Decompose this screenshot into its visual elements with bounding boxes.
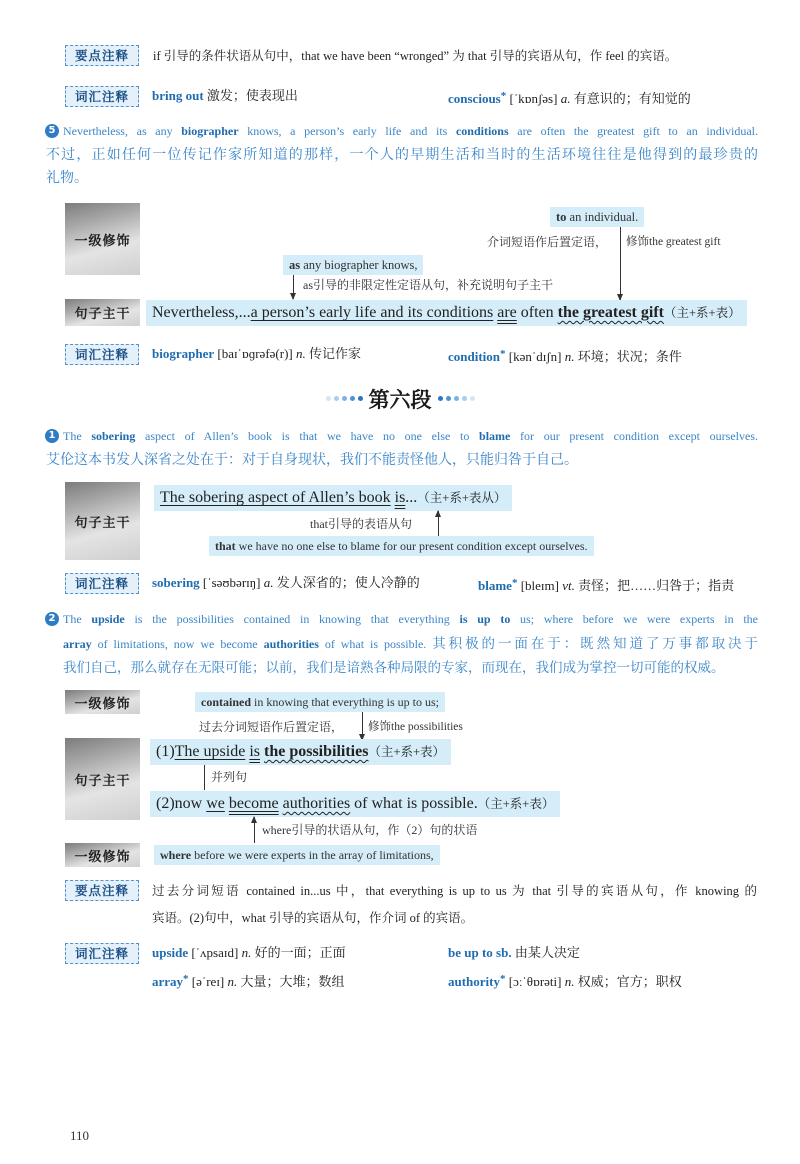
vocab-star: * — [500, 973, 506, 985]
sentence-number-badge: 2 — [45, 612, 59, 626]
vocab-phonetic: [ˈsəʊbərɪŋ] — [202, 575, 261, 590]
sentence-core-label: 句子主干 — [65, 299, 140, 326]
vocab-word: upside — [152, 945, 189, 960]
vocab-word: blame — [478, 578, 512, 593]
structure-tag: （主+系+表） — [477, 797, 555, 811]
vocab-word: biographer — [152, 346, 215, 361]
modifier-rest: an individual. — [566, 210, 639, 224]
key-note-line: 宾语。(2)句中，what 引导的宾语从句，作介词 of 的宾语。 — [152, 911, 474, 925]
keyword: upside — [91, 612, 125, 626]
text-segment: for our present condition except ourselves. — [510, 429, 758, 443]
modifier-phrase — [154, 845, 440, 865]
core-subject: we — [206, 795, 225, 812]
core-subject: The upside — [174, 743, 246, 760]
modifier-level-label: 一级修饰 — [65, 843, 140, 867]
modifier-phrase — [550, 207, 644, 227]
key-note-line: 过去分词短语 contained in...us 中，that everything is up to us 为 that 引导的宾语从句，作 knowing 的 — [152, 884, 757, 898]
heading-dot — [454, 396, 459, 401]
modifier-rest: in knowing that everything is up to us; — [251, 695, 440, 709]
vocab-pos: a. — [560, 91, 571, 106]
core-subject: a person’s early life and its conditions — [250, 304, 494, 321]
vocab-pos: n. — [564, 349, 575, 364]
grammar-note: 并列句 — [211, 770, 248, 784]
core-verb: become — [228, 795, 279, 812]
section-title: 第六段 — [368, 387, 432, 412]
text-segment: knows, a person’s early life and its — [238, 124, 456, 138]
sentence-translation-line: 不过，正如任何一位传记作家所知道的那样，一个人的早期生活和当时的生活环境往往是他得到的最珍贵的 — [46, 148, 758, 163]
modifier-phrase — [195, 692, 445, 712]
text-segment: Nevertheless, as any — [63, 124, 182, 138]
core-verb: is — [394, 489, 406, 506]
sentence-core — [146, 300, 747, 326]
sentence-line — [63, 634, 758, 654]
text-segment: The — [63, 429, 92, 443]
vocab-phonetic: [ˈkɒnʃəs] — [509, 91, 558, 106]
keyword: conditions — [455, 124, 509, 138]
clause-rest: we have no one else to blame for our present condition except ourselves. — [235, 539, 588, 553]
vocab-meaning: 激发；使表现出 — [206, 88, 298, 103]
heading-dot — [446, 396, 451, 401]
sentence-translation-line: 礼物。 — [46, 171, 88, 186]
vocab-pos: n. — [241, 945, 252, 960]
sentence-line — [63, 609, 758, 629]
structure-tag: （主+系+表） — [663, 306, 741, 320]
sentence-core-label: 句子主干 — [65, 738, 140, 820]
vocab-word: sobering — [152, 575, 200, 590]
grammar-note: 修饰the possibilities — [368, 721, 463, 733]
sentence-core — [154, 485, 512, 511]
vocab-word: array — [152, 974, 184, 989]
text-segment: The — [63, 612, 92, 626]
vocab-item — [448, 87, 691, 108]
sentence-english — [63, 426, 758, 446]
vocab-star: * — [511, 577, 518, 589]
modifier-keyword: to — [556, 210, 567, 224]
vocab-word: authority — [448, 974, 500, 989]
modifier-keyword: contained — [201, 695, 252, 709]
vocab-word: bring out — [152, 88, 204, 103]
connector-line — [204, 765, 205, 790]
modifier-keyword: as — [289, 258, 301, 272]
vocab-label: 词汇注释 — [65, 573, 139, 594]
vocab-word: condition — [448, 349, 501, 364]
vocab-item — [152, 970, 345, 991]
modifier-level-label: 一级修饰 — [65, 203, 140, 275]
heading-dot — [438, 396, 443, 401]
vocab-meaning: 发人深省的；使人冷静的 — [276, 575, 420, 590]
vocab-pos: vt. — [562, 578, 575, 593]
vocab-pos: n. — [564, 974, 575, 989]
structure-tag: （主+系+表从） — [417, 491, 507, 505]
clause-phrase — [209, 536, 594, 556]
core-segment: often — [520, 304, 554, 321]
sentence-core-clause-1 — [150, 739, 451, 765]
core-predicative: the greatest gift — [557, 304, 664, 321]
vocab-phonetic: [ˈʌpsaɪd] — [191, 945, 239, 960]
page-number: 110 — [70, 1128, 90, 1143]
core-segment: ... — [405, 489, 418, 506]
keyword: biographer — [181, 124, 239, 138]
vocab-label: 词汇注释 — [65, 943, 139, 964]
vocab-phonetic: [kənˈdɪʃn] — [508, 349, 562, 364]
text-segment: is the possibilities contained in knowing that everything — [124, 612, 460, 626]
vocab-phonetic: [ɔːˈθɒrəti] — [508, 974, 562, 989]
modifier-rest: any biographer knows, — [300, 258, 418, 272]
clause-keyword: that — [215, 539, 236, 553]
core-segment: of what is possible. — [350, 795, 478, 812]
core-verb: is — [249, 743, 260, 760]
vocab-star: * — [500, 90, 507, 102]
core-predicative: authorities — [282, 795, 351, 812]
vocab-item — [448, 944, 580, 962]
grammar-note: 介词短语作后置定语， — [487, 235, 608, 249]
vocab-meaning: 环境；状况；条件 — [577, 349, 682, 364]
grammar-note: 修饰the greatest gift — [626, 236, 721, 248]
keyword: is up to — [459, 612, 511, 626]
keyword: blame — [479, 429, 511, 443]
vocab-item — [152, 574, 420, 592]
vocab-pos: a. — [263, 575, 274, 590]
modifier-keyword: where — [160, 848, 192, 862]
core-subject: The sobering aspect of Allen’s book — [160, 489, 391, 506]
arrow-down-icon — [620, 227, 621, 300]
vocab-phonetic: [baɪˈɒɡrəfə(r)] — [217, 346, 293, 361]
sentence-core-label: 句子主干 — [65, 482, 140, 560]
vocab-meaning: 有意识的；有知觉的 — [573, 91, 691, 106]
vocab-meaning: 责怪；把……归咎于；指责 — [578, 578, 735, 593]
vocab-item — [448, 345, 682, 366]
sentence-number-badge: 1 — [45, 429, 59, 443]
vocab-pos: n. — [295, 346, 306, 361]
vocab-star: * — [500, 348, 506, 360]
keyword: sobering — [91, 429, 136, 443]
vocab-label: 词汇注释 — [65, 86, 139, 107]
key-note-label: 要点注释 — [65, 880, 139, 901]
keyword: array — [63, 637, 92, 651]
core-predicative: the possibilities — [263, 743, 369, 760]
text-segment: aspect of Allen’s book is that we have no one else to — [135, 429, 480, 443]
core-segment: Nevertheless,... — [152, 304, 251, 321]
vocab-phonetic: [əˈreɪ] — [191, 974, 225, 989]
vocab-item — [448, 970, 682, 991]
grammar-note: that引导的表语从句 — [310, 517, 412, 531]
modifier-level-label: 一级修饰 — [65, 690, 140, 714]
key-note-text: if 引导的条件状语从句中，that we have been “wronged” 为 that 引导的宾语从句，作 feel 的宾语。 — [153, 49, 678, 63]
arrow-up-icon — [254, 817, 255, 843]
core-verb: are — [497, 304, 517, 321]
arrow-up-icon — [438, 511, 439, 537]
vocab-meaning: 传记作家 — [308, 346, 361, 361]
structure-tag: （主+系+表） — [368, 745, 446, 759]
vocab-word: conscious — [448, 91, 501, 106]
heading-dot — [462, 396, 467, 401]
vocab-meaning: 由某人决定 — [514, 945, 580, 960]
text-segment: of what is possible. — [318, 637, 433, 651]
core-segment: (2)now — [156, 795, 207, 812]
grammar-note: 过去分词短语作后置定语， — [199, 720, 344, 734]
heading-dot — [470, 396, 475, 401]
keyword: authorities — [263, 637, 319, 651]
modifier-phrase — [283, 255, 423, 275]
key-note-label: 要点注释 — [65, 45, 139, 66]
sentence-english — [63, 121, 758, 141]
vocab-item — [152, 944, 346, 962]
text-segment: us; where before we were experts in the — [510, 612, 759, 626]
sentence-translation-line: 艾伦这本书发人深省之处在于：对于自身现状，我们不能责怪他人，只能归咎于自己。 — [46, 453, 578, 468]
sentence-core-clause-2 — [150, 791, 560, 817]
vocab-item — [478, 574, 734, 595]
vocab-item — [152, 345, 361, 363]
vocab-label: 词汇注释 — [65, 344, 139, 365]
vocab-meaning: 大量；大堆；数组 — [240, 974, 345, 989]
translation-segment: 其积极的一面在于：既然知道了万事都取决于 — [432, 636, 758, 651]
vocab-meaning: 好的一面；正面 — [254, 945, 346, 960]
vocab-item — [152, 87, 298, 105]
vocab-phonetic: [bleɪm] — [520, 578, 559, 593]
text-segment: of limitations, now we become — [91, 637, 264, 651]
modifier-rest: before we were experts in the array of limitations, — [191, 848, 434, 862]
vocab-star: * — [183, 973, 189, 985]
core-segment: (1) — [156, 743, 175, 760]
sentence-number-badge: 5 — [45, 124, 59, 138]
vocab-word: be up to sb. — [448, 945, 512, 960]
sentence-translation-line: 我们自己，那么就存在无限可能；以前，我们是谙熟各种局限的专家，而现在，我们成为掌控一切可能的权威。 — [63, 660, 725, 675]
text-segment: are often the greatest gift to an individual. — [508, 124, 759, 138]
vocab-meaning: 权威；官方；职权 — [577, 974, 682, 989]
grammar-note: as引导的非限定性定语从句，补充说明句子主干 — [303, 278, 553, 292]
vocab-pos: n. — [227, 974, 238, 989]
arrow-down-icon — [362, 712, 363, 740]
arrow-down-icon — [293, 275, 294, 299]
grammar-note: where引导的状语从句，作（2）句的状语 — [262, 823, 478, 837]
